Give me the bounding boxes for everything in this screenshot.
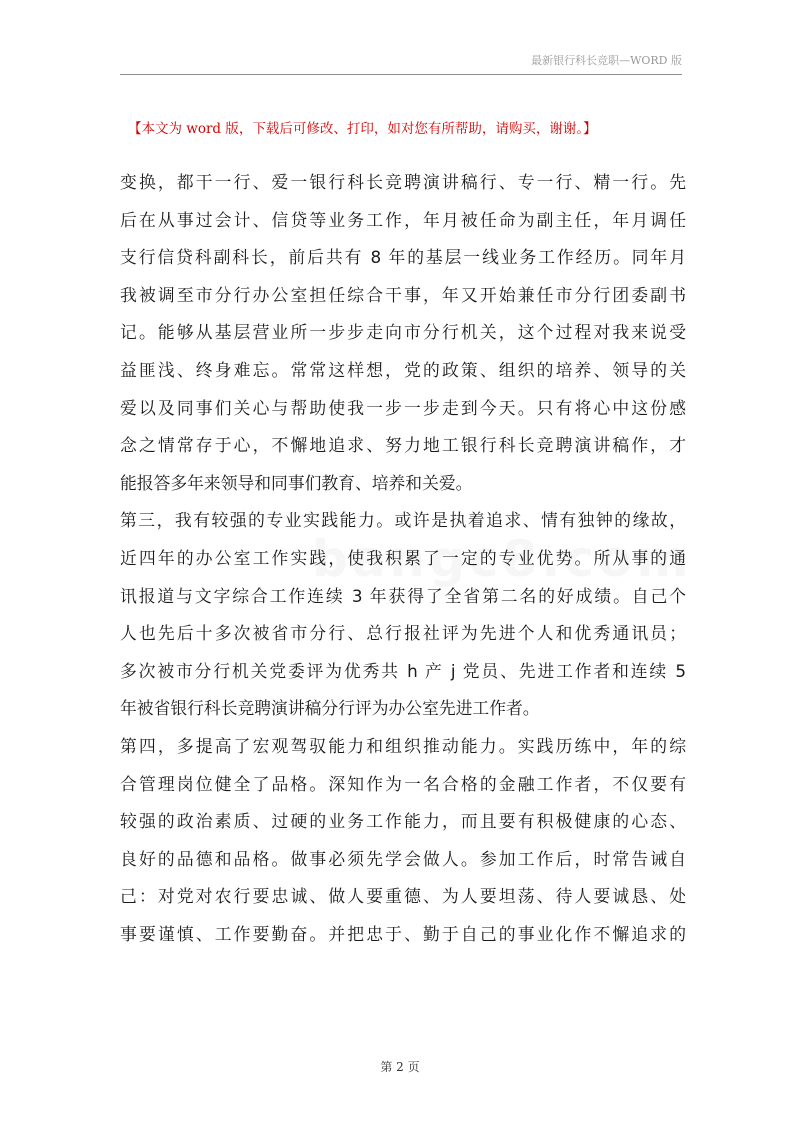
text-line: 第三，我有较强的专业实践能力。或许是执着追求、情有独钟的缘故，	[120, 510, 686, 531]
text-line: 己：对党对农行要忠诚、做人要重德、为人要坦荡、待人要诚恳、处	[120, 886, 686, 907]
document-body	[120, 164, 686, 953]
text-line: 良好的品德和品格。做事必须先学会做人。参加工作后，时常告诫自	[120, 848, 686, 869]
text-line: 多次被市分行机关党委评为优秀共 h 产 j 党员、先进工作者和连续 5	[120, 660, 686, 681]
text-line: 第四，多提高了宏观驾驭能力和组织推动能力。实践历练中，年的综	[120, 735, 686, 756]
header-title: 最新银行科长竞职—WORD 版	[531, 54, 682, 67]
text-line: 讯报道与文字综合工作连续 3 年获得了全省第二名的好成绩。自己个	[120, 585, 686, 606]
text-line: 近四年的办公室工作实践，使我积累了一定的专业优势。所从事的通	[120, 547, 686, 568]
text-line: 我被调至市分行办公室担任综合干事，年又开始兼任市分行团委副书	[120, 284, 686, 305]
text-line: 记。能够从基层营业所一步步走向市分行机关，这个过程对我来说受	[120, 322, 686, 343]
text-line: 变换，都干一行、爱一银行科长竞聘演讲稿行、专一行、精一行。先	[120, 172, 686, 192]
text-line: 人也先后十多次被省市分行、总行报社评为先进个人和优秀通讯员；	[120, 623, 686, 644]
text-line: 事要谨慎、工作要勤奋。并把忠于、勤于自己的事业化作不懈追求的	[120, 923, 686, 944]
text-line: 较强的政治素质、过硬的业务工作能力，而且要有积极健康的心态、	[120, 811, 686, 832]
page-number: 第 2 页	[380, 1060, 420, 1074]
text-line: 爱以及同事们关心与帮助使我一步一步走到今天。只有将心中这份感	[120, 397, 686, 418]
purchase-notice: 【本文为 word 版，下载后可修改、打印，如对您有所帮助，请购买，谢谢。】	[128, 121, 597, 137]
text-line: 念之情常存于心，不懈地追求、努力地工银行科长竞聘演讲稿作，才	[120, 435, 686, 456]
text-line: 能报答多年来领导和同事们教育、培养和关爱。	[120, 472, 473, 493]
page-footer	[0, 1058, 800, 1075]
page-header	[120, 52, 682, 75]
text-line: 年被省银行科长竞聘演讲稿分行评为办公室先进工作者。	[120, 698, 540, 719]
text-line: 合管理岗位健全了品格。深知作为一名合格的金融工作者，不仅要有	[120, 773, 686, 794]
text-line: 益匪浅、终身难忘。常常这样想，党的政策、组织的培养、领导的关	[120, 359, 686, 380]
text-line: 后在从事过会计、信贷等业务工作，年月被任命为副主任，年月调任	[120, 209, 686, 230]
text-line: 支行信贷科副科长，前后共有 8 年的基层一线业务工作经历。同年月	[120, 247, 686, 268]
